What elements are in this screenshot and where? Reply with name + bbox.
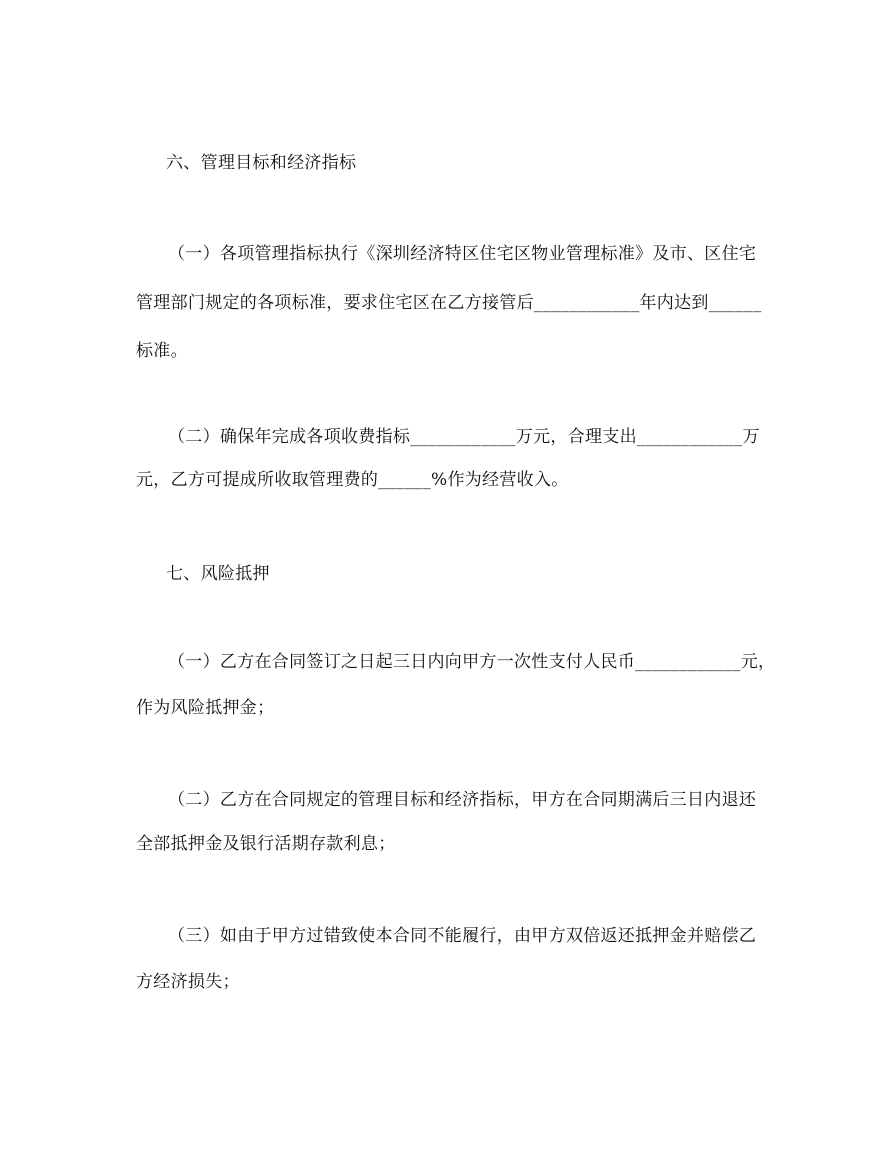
section-7-heading: 七、风险抵押 [166, 564, 270, 584]
section-6-heading: 六、管理目标和经济指标 [166, 153, 357, 173]
section-6-item-1-line-3: 标准。 [136, 341, 188, 361]
section-6-item-1-line-2: 管理部门规定的各项标准，要求住宅区在乙方接管后____________年内达到______ [136, 293, 762, 313]
section-7-item-2-line-2: 全部抵押金及银行活期存款利息； [136, 834, 396, 854]
section-7-item-3-line-1: （三）如由于甲方过错致使本合同不能履行，由甲方双倍返还抵押金并赔偿乙 [168, 926, 757, 946]
section-7-item-2-line-1: （二）乙方在合同规定的管理目标和经济指标，甲方在合同期满后三日内退还 [168, 790, 757, 810]
section-7-item-3-line-2: 方经济损失； [136, 972, 240, 992]
section-7-item-1-line-1: （一）乙方在合同签订之日起三日内向甲方一次性支付人民币____________元， [168, 652, 776, 672]
section-6-item-2-line-1: （二）确保年完成各项收费指标____________万元，合理支出____________万 [168, 427, 760, 447]
section-7-item-1-line-2: 作为风险抵押金； [136, 698, 275, 718]
section-6-item-2-line-2: 元，乙方可提成所收取管理费的______%作为经营收入。 [136, 470, 569, 490]
section-6-item-1-line-1: （一）各项管理指标执行《深圳经济特区住宅区物业管理标准》及市、区住宅 [168, 244, 757, 264]
